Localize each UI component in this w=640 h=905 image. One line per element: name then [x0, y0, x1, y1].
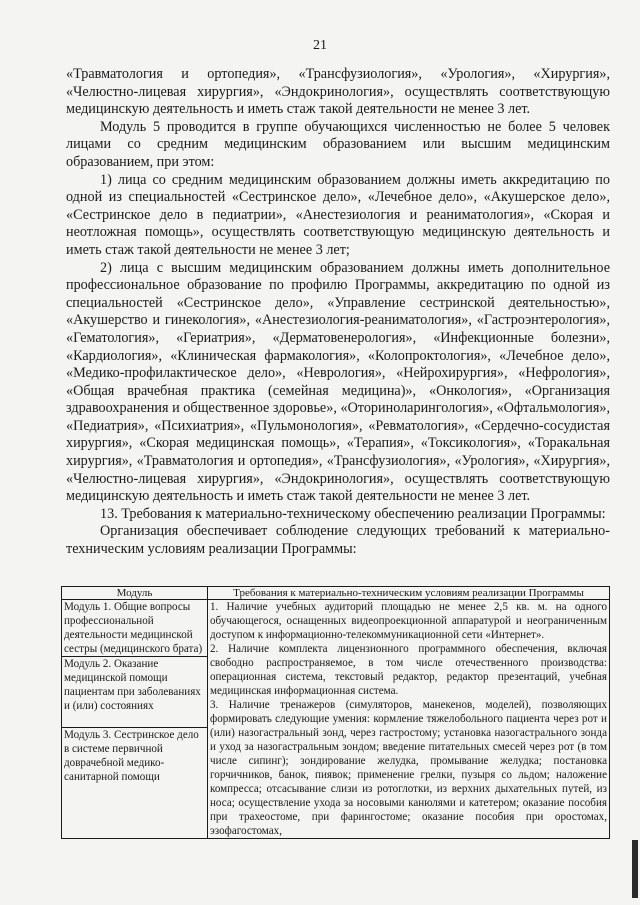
module-cell — [62, 600, 208, 657]
section-13-heading: 13. Требования к материально-техническому обеспечению реализации Программы: — [100, 505, 606, 522]
requirement-1: 1. Наличие учебных аудиторий площадью не менее 2,5 кв. м. на одного обучающегося, оснащенных видеопроекционной аппаратурой и неограниченным доступом к информационно-телекоммуникационной сети «Интернет». — [210, 601, 607, 641]
header-requirements: Требования к материально-техническим условиям реализации Программы — [208, 587, 610, 600]
module-2-name: Модуль 2. Оказание медицинской помощи пациентам при заболеваниях и (или) состояниях — [64, 658, 201, 712]
paragraph-secondary-education: 1) лица со средним медицинским образованием должны иметь аккредитацию по одной из специальностей «Сестринское дело», «Лечебное дело», «Акушерское дело», «Сестринское дело в педиатрии», «Анестезиология и реаниматология», «Скорая и неотложная помощь», осуществлять соответствующую медицинскую деятельность и иметь стаж такой деятельности не менее 3 лет; — [66, 171, 610, 258]
requirements-cell — [208, 600, 610, 839]
page-number: 21 — [313, 38, 327, 53]
paragraph-specialties-continued: «Травматология и ортопедия», «Трансфузиология», «Урология», «Хирургия», «Челюстно-лицевая хирургия», «Эндокринология», осуществлять соответствующую медицинскую деятельность и иметь стаж такой деятельности не менее 3 лет. — [66, 66, 610, 118]
table-row — [62, 600, 610, 657]
body-text — [66, 66, 610, 559]
paragraph-module-5: Модуль 5 проводится в группе обучающихся численностью не более 5 человек лицами со средним медицинским образованием или высшим медицинским образованием, при этом: — [66, 118, 610, 170]
header-module: Модуль — [62, 587, 208, 600]
requirement-3: 3. Наличие тренажеров (симуляторов, манекенов, моделей), позволяющих формировать следующие умения: кормление тяжелобольного пациента через рот и (или) назогастральный зонд, через гастростому; установка назогастрального зонда и уход за назогастральным зондом; введение питательных смесей через рот (в том числе сипинг); зондирование желудка, промывание желудка; постановка горчичников, банок, пиявок; применение грелки, пузыря со льдом; наложение компресса; отсасывание слизи из ротоглотки, из верхних дыхательных путей, из носа; осуществление ухода за носовыми канюлями и катетером; оказание пособия при трахеостоме, при фарингостоме; оказание пособия при оростомах, эзофагостомах, — [210, 699, 607, 837]
requirement-2: 2. Наличие комплекта лицензионного программного обеспечения, включая свободно распространяемое, в том числе отечественного производства: операционная система, текстовый редактор, редактор презентаций, учебная медицинская информационная система. — [210, 643, 607, 697]
module-3-name: Модуль 3. Сестринское дело в системе первичной доврачебной медико-санитарной помощи — [64, 729, 199, 783]
module-cell — [62, 657, 208, 728]
paragraph-organization-requirements: Организация обеспечивает соблюдение следующих требований к материально-техническим условиям реализации Программы: — [66, 523, 610, 558]
paragraph-higher-education: 2) лица с высшим медицинским образованием должны иметь дополнительное профессиональное образование по профилю Программы, аккредитацию по одной из специальностей «Сестринское дело», «Управление сестринской деятельностью», «Акушерство и гинекология», «Анестезиология-реаниматология», «Гастроэнтерология», «Гематология», «Гериатрия», «Дерматовенерология», «Инфекционные болезни», «Кардиология», «Клиническая фармакология», «Колопроктология», «Лечебное дело», «Медико-профилактическое дело», «Неврология», «Нейрохирургия», «Нефрология», «Общая врачебная практика (семейная медицина)», «Онкология», «Организация здравоохранения и общественное здоровье», «Оториноларингология», «Офтальмология», «Педиатрия», «Психиатрия», «Пульмонология», «Ревматология», «Сердечно-сосудистая хирургия», «Скорая медицинская помощь», «Терапия», «Токсикология», «Торакальная хирургия», «Травматология и ортопедия», «Трансфузиология», «Урология», «Хирургия», «Челюстно-лицевая хирургия», «Эндокринология», осуществлять соответствующую медицинскую деятельность и иметь стаж такой деятельности не менее 3 лет. — [66, 259, 610, 505]
scan-edge-mark — [632, 840, 638, 898]
module-1-name: Модуль 1. Общие вопросы профессиональной деятельности медицинской сестры (медицинского брата) — [64, 601, 203, 655]
requirements-table — [61, 586, 610, 839]
module-cell — [62, 728, 208, 839]
table-header-row — [62, 587, 610, 600]
